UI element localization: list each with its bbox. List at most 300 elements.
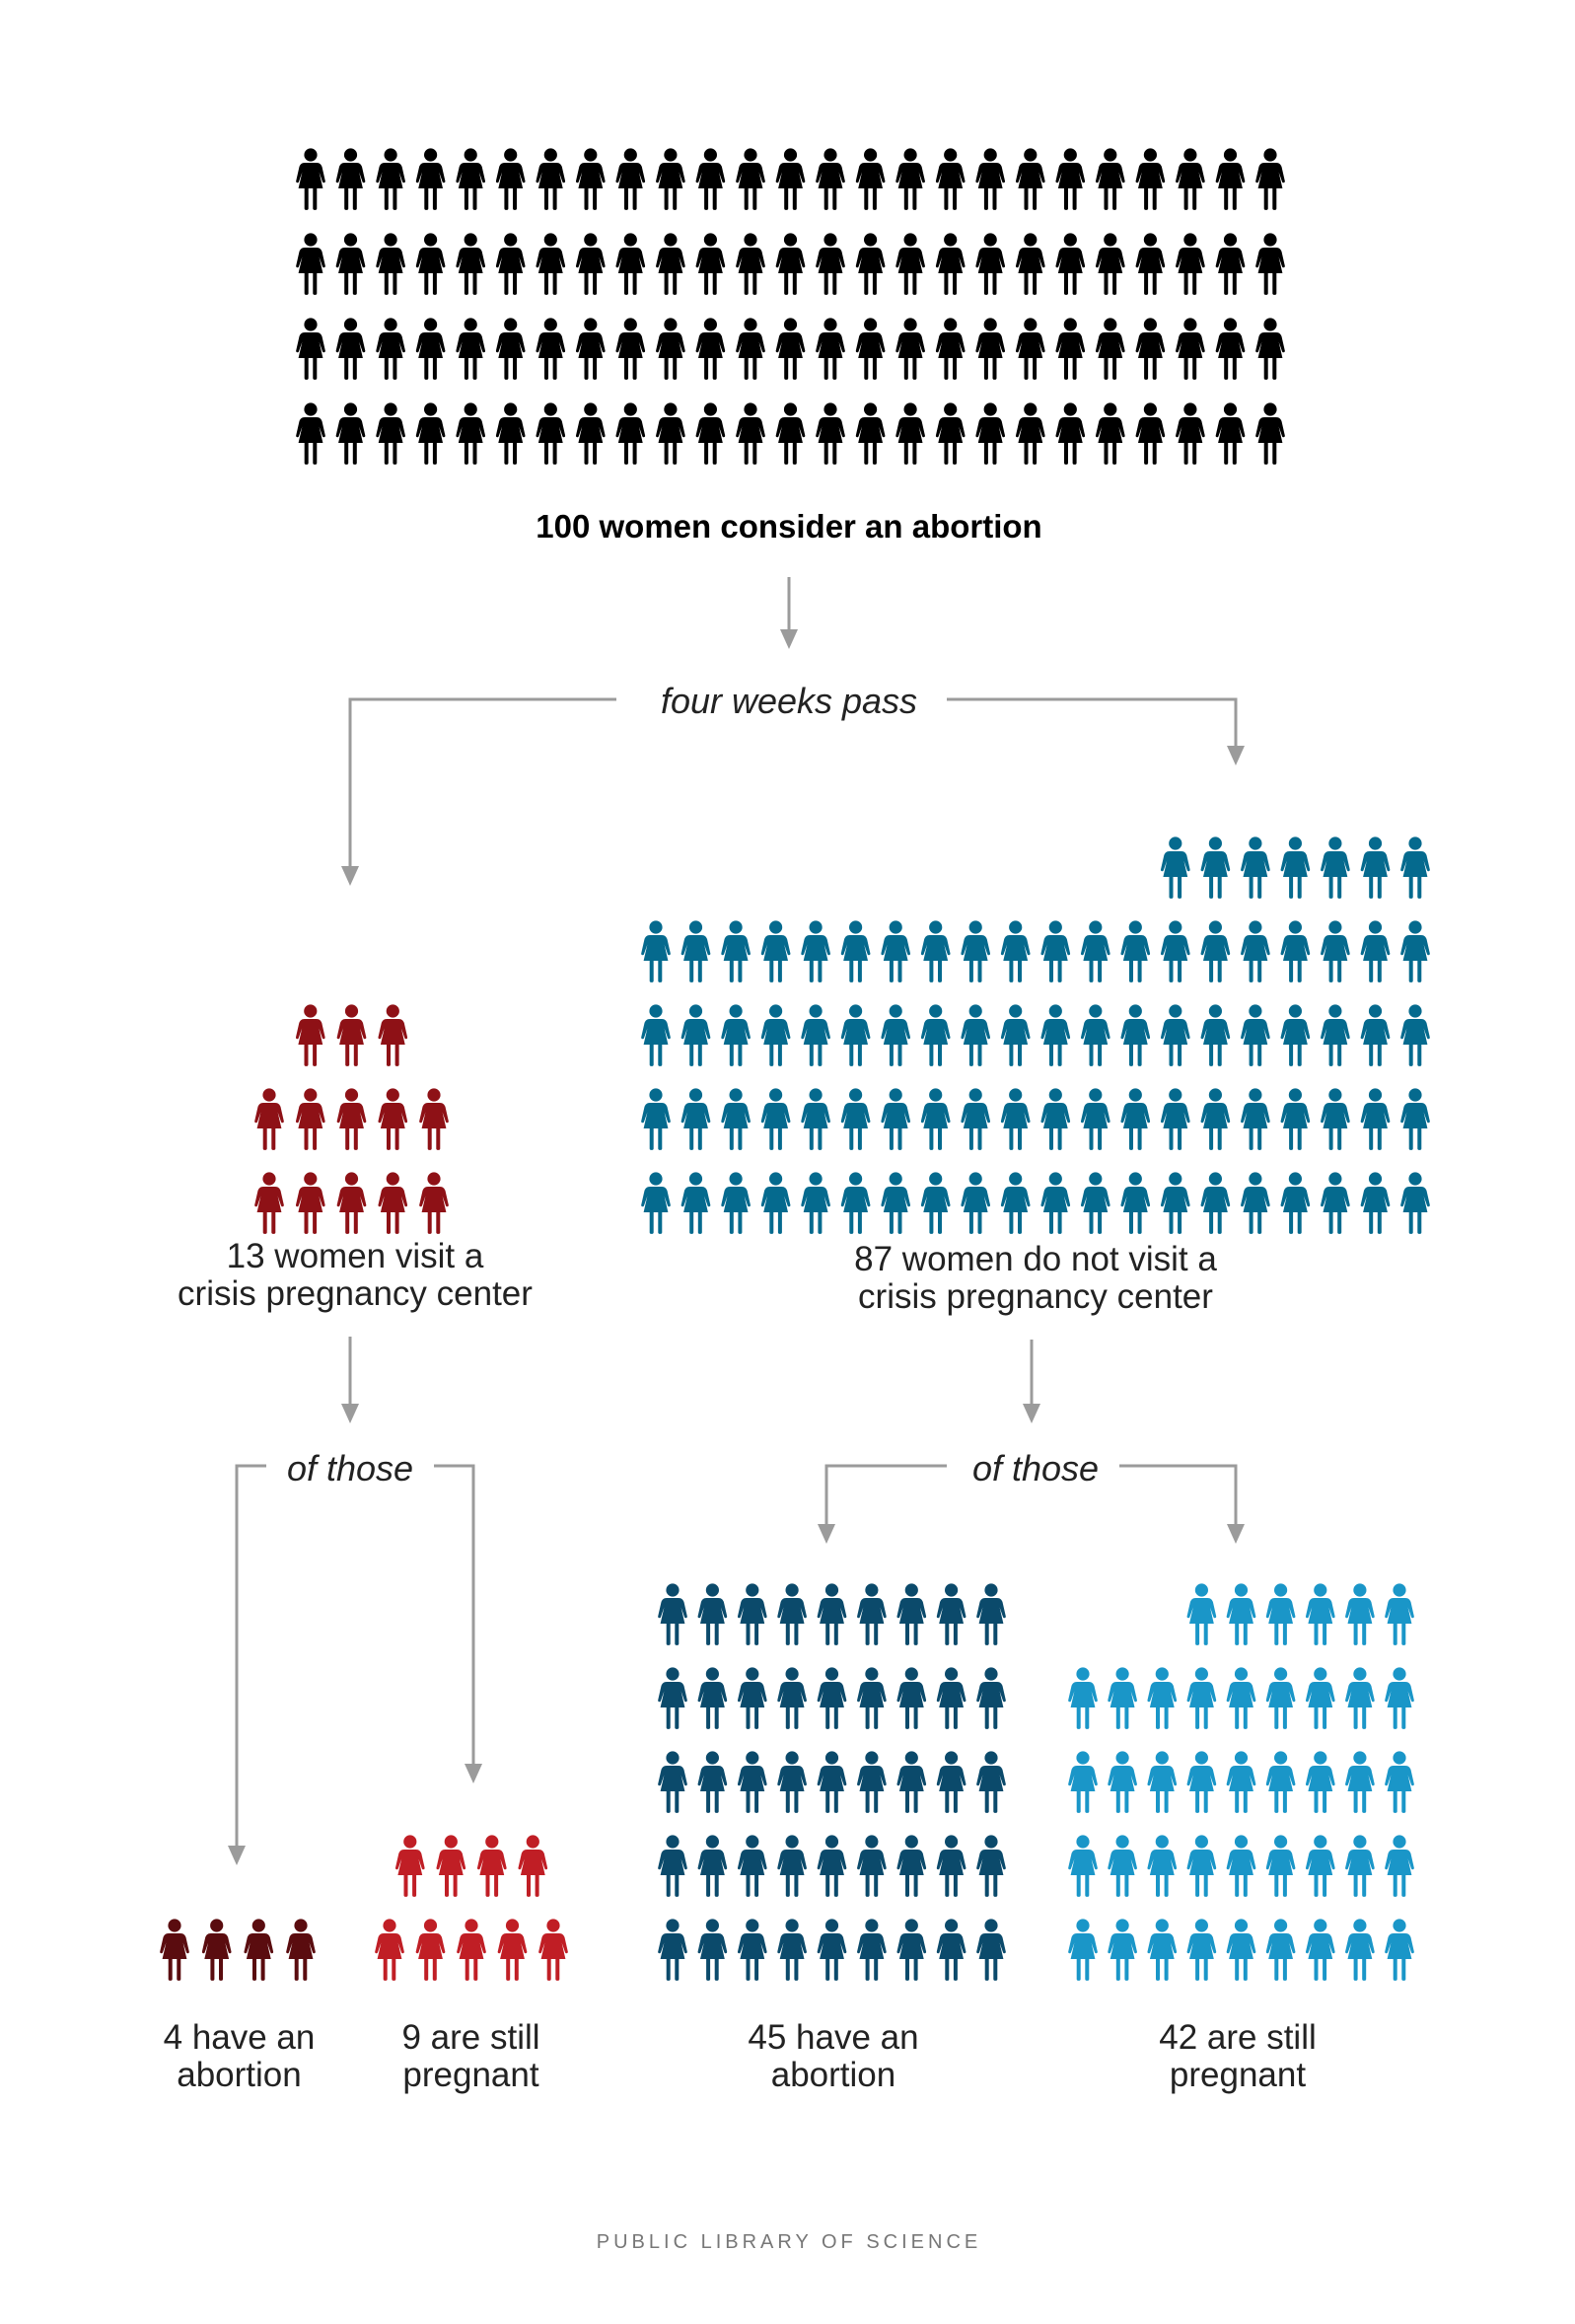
woman-icon [841,1088,871,1150]
woman-icon [254,1088,284,1150]
arrow-to-visit-head [341,866,359,886]
woman-icon [536,402,565,465]
woman-icon [1266,1919,1296,1981]
no-visit-abortion-label-line2: abortion [770,2056,896,2094]
woman-icon [1161,1088,1190,1150]
woman-icon [1001,1172,1031,1234]
woman-icon [698,1583,728,1645]
woman-icon [857,1919,887,1981]
woman-icon [1345,1751,1375,1813]
woman-icon [738,1919,767,1981]
arrow-to-no-visit-head [1227,746,1245,765]
woman-icon [296,148,325,210]
woman-icon [961,1004,990,1066]
woman-icon [1255,233,1285,295]
woman-icon [881,1004,910,1066]
woman-icon [656,233,685,295]
woman-icon [1096,148,1125,210]
woman-icon [896,1667,926,1729]
total-label: 100 women consider an abortion [536,508,1042,545]
woman-icon [856,318,886,380]
woman-icon [336,148,366,210]
woman-icon [416,1919,446,1981]
woman-icon [1068,1835,1098,1897]
woman-icon [1040,1172,1070,1234]
no-visit-pregnant-pictogram [1068,1583,1414,1981]
woman-icon [336,233,366,295]
woman-icon [896,1583,926,1645]
woman-icon [1081,1172,1110,1234]
woman-icon [1120,1172,1150,1234]
woman-icon [1306,1583,1335,1645]
woman-icon [777,1583,807,1645]
arrow-total-down-head [780,629,798,649]
woman-icon [615,233,645,295]
woman-icon [1040,920,1070,982]
woman-icon [1241,1088,1270,1150]
woman-icon [1281,1088,1311,1150]
woman-icon [761,920,791,982]
woman-icon [1241,920,1270,982]
woman-icon [456,148,485,210]
woman-icon [1016,148,1045,210]
arrow-to-no-visit-abortion-line [826,1466,947,1526]
woman-icon [1266,1667,1296,1729]
woman-icon [881,1172,910,1234]
woman-icon [641,920,671,982]
woman-icon [1216,148,1246,210]
woman-icon [378,1004,407,1066]
arrow-to-visit-abortion-head [228,1846,246,1865]
no-visit-abortion-label-line1: 45 have an [748,2018,919,2057]
woman-icon [536,148,565,210]
woman-icon [296,1004,325,1066]
woman-icon [1176,148,1205,210]
woman-icon [801,1172,830,1234]
woman-icon [1361,1088,1391,1150]
woman-icon [816,402,845,465]
woman-icon [895,233,925,295]
woman-icon [698,1751,728,1813]
woman-icon [576,402,606,465]
woman-icon [1216,318,1246,380]
woman-icon [936,318,966,380]
woman-icon [1147,1835,1177,1897]
woman-icon [496,318,526,380]
woman-icon [1187,1835,1217,1897]
woman-icon [1255,148,1285,210]
woman-icon [656,148,685,210]
woman-icon [975,233,1005,295]
woman-icon [776,318,806,380]
woman-icon [337,1088,367,1150]
woman-icon [1201,836,1231,899]
woman-icon [1001,1088,1031,1150]
woman-icon [615,148,645,210]
woman-icon [656,318,685,380]
woman-icon [496,233,526,295]
woman-icon [641,1004,671,1066]
visit-pregnant-label-line1: 9 are still [401,2018,540,2057]
woman-icon [1016,402,1045,465]
visit-label-line2: crisis pregnancy center [178,1274,533,1313]
woman-icon [736,402,765,465]
no-visit-label [799,1241,1272,1316]
woman-icon [738,1751,767,1813]
woman-icon [337,1172,367,1234]
woman-icon [1385,1751,1414,1813]
woman-icon [658,1583,687,1645]
woman-icon [576,148,606,210]
woman-icon [1147,1751,1177,1813]
woman-icon [841,1004,871,1066]
of-those-right: of those [952,1448,1119,1489]
woman-icon [1040,1004,1070,1066]
woman-icon [1281,920,1311,982]
woman-icon [395,1835,425,1897]
woman-icon [477,1835,507,1897]
woman-icon [696,233,726,295]
woman-icon [1400,836,1430,899]
woman-icon [1241,1172,1270,1234]
woman-icon [378,1172,407,1234]
woman-icon [1016,233,1045,295]
woman-icon [736,148,765,210]
woman-icon [1136,318,1166,380]
woman-icon [1266,1835,1296,1897]
woman-icon [721,1004,751,1066]
woman-icon [376,402,405,465]
woman-icon [1001,920,1031,982]
arrow-to-no-visit-pregnant-head [1227,1524,1245,1544]
woman-icon [1241,836,1270,899]
woman-icon [1281,1004,1311,1066]
woman-icon [641,1172,671,1234]
visit-label-line1: 13 women visit a [226,1237,484,1275]
woman-icon [1161,920,1190,982]
woman-icon [921,1088,951,1150]
woman-icon [841,920,871,982]
woman-icon [856,233,886,295]
woman-icon [856,402,886,465]
woman-icon [896,1835,926,1897]
arrow-to-visit-pregnant-head [465,1764,482,1783]
woman-icon [1400,1172,1430,1234]
visit-abortion-label-line2: abortion [177,2056,302,2094]
woman-icon [1201,1088,1231,1150]
woman-icon [254,1172,284,1234]
visit-label [148,1238,562,1313]
woman-icon [1147,1919,1177,1981]
woman-icon [1108,1919,1137,1981]
woman-icon [1385,1835,1414,1897]
woman-icon [1321,1172,1350,1234]
woman-icon [777,1751,807,1813]
woman-icon [937,1667,966,1729]
woman-icon [658,1835,687,1897]
woman-icon [976,1919,1006,1981]
woman-icon [416,148,446,210]
woman-icon [1361,836,1391,899]
woman-icon [1096,233,1125,295]
woman-icon [681,920,711,982]
no-visit-abortion-pictogram [658,1583,1006,1981]
woman-icon [976,1835,1006,1897]
visit-pregnant-label [350,2019,592,2094]
woman-icon [416,233,446,295]
woman-icon [1321,836,1350,899]
woman-icon [337,1004,367,1066]
woman-icon [296,1088,325,1150]
woman-icon [658,1751,687,1813]
woman-icon [456,233,485,295]
woman-icon [1176,318,1205,380]
arrow-no-visit-down-head [1023,1404,1040,1423]
visit-pregnant-pictogram [375,1835,568,1981]
woman-icon [1081,920,1110,982]
woman-icon [895,148,925,210]
woman-icon [698,1667,728,1729]
woman-icon [1321,1088,1350,1150]
woman-icon [1361,920,1391,982]
footer-credit: PUBLIC LIBRARY OF SCIENCE [596,2231,982,2253]
woman-icon [777,1835,807,1897]
woman-icon [976,1583,1006,1645]
woman-icon [761,1088,791,1150]
woman-icon [721,1088,751,1150]
woman-icon [816,233,845,295]
woman-icon [1266,1751,1296,1813]
woman-icon [1096,402,1125,465]
woman-icon [1187,1667,1217,1729]
woman-icon [1385,1583,1414,1645]
woman-icon [777,1919,807,1981]
woman-icon [1227,1751,1256,1813]
woman-icon [937,1919,966,1981]
woman-icon [816,148,845,210]
arrow-to-no-visit-pregnant-line [1112,1466,1236,1526]
woman-icon [658,1667,687,1729]
woman-icon [1055,318,1085,380]
woman-icon [1081,1004,1110,1066]
woman-icon [456,318,485,380]
woman-icon [1306,1751,1335,1813]
no-visit-label-line1: 87 women do not visit a [854,1240,1217,1278]
woman-icon [1400,1088,1430,1150]
visit-abortion-label [118,2019,360,2094]
woman-icon [896,1751,926,1813]
woman-icon [1400,920,1430,982]
woman-icon [736,318,765,380]
woman-icon [1306,1667,1335,1729]
woman-icon [1176,402,1205,465]
woman-icon [296,233,325,295]
woman-icon [816,318,845,380]
woman-icon [1201,1004,1231,1066]
woman-icon [1161,1004,1190,1066]
woman-icon [1136,233,1166,295]
woman-icon [921,1004,951,1066]
woman-icon [576,318,606,380]
woman-icon [1161,836,1190,899]
woman-icon [1385,1667,1414,1729]
woman-icon [818,1835,847,1897]
woman-icon [419,1088,449,1150]
woman-icon [818,1583,847,1645]
woman-icon [160,1919,189,1981]
arrow-to-no-visit-abortion-head [818,1524,835,1544]
woman-icon [961,920,990,982]
woman-icon [286,1919,316,1981]
woman-icon [1187,1583,1217,1645]
woman-icon [296,402,325,465]
step-four-weeks-pass: four weeks pass [646,681,932,722]
woman-icon [1345,1919,1375,1981]
woman-icon [457,1919,486,1981]
woman-icon [1108,1667,1137,1729]
woman-icon [1255,318,1285,380]
total-pictogram [296,148,1285,465]
woman-icon [1055,402,1085,465]
woman-icon [1120,1004,1150,1066]
woman-icon [1361,1004,1391,1066]
woman-icon [496,148,526,210]
woman-icon [1108,1835,1137,1897]
no-visit-pregnant-label-line2: pregnant [1169,2056,1307,2094]
woman-icon [1227,1583,1256,1645]
woman-icon [961,1088,990,1150]
woman-icon [921,920,951,982]
woman-icon [1227,1919,1256,1981]
of-those-left: of those [266,1448,434,1489]
woman-icon [378,1088,407,1150]
woman-icon [818,1919,847,1981]
woman-icon [1227,1835,1256,1897]
woman-icon [1361,1172,1391,1234]
woman-icon [738,1835,767,1897]
woman-icon [937,1751,966,1813]
woman-icon [681,1172,711,1234]
woman-icon [641,1088,671,1150]
arrow-to-visit-line [350,699,616,868]
woman-icon [738,1583,767,1645]
woman-icon [1147,1667,1177,1729]
woman-icon [961,1172,990,1234]
woman-icon [615,402,645,465]
woman-icon [857,1751,887,1813]
woman-icon [1281,1172,1311,1234]
woman-icon [1120,1088,1150,1150]
woman-icon [681,1088,711,1150]
woman-icon [296,318,325,380]
woman-icon [761,1172,791,1234]
woman-icon [1096,318,1125,380]
woman-icon [818,1667,847,1729]
woman-icon [696,148,726,210]
woman-icon [936,148,966,210]
woman-icon [936,233,966,295]
woman-icon [518,1835,547,1897]
woman-icon [698,1919,728,1981]
woman-icon [1016,318,1045,380]
woman-icon [536,233,565,295]
woman-icon [696,318,726,380]
woman-icon [375,1919,404,1981]
woman-icon [244,1919,273,1981]
woman-icon [496,402,526,465]
woman-icon [658,1919,687,1981]
woman-icon [336,402,366,465]
woman-icon [895,318,925,380]
woman-icon [881,1088,910,1150]
woman-icon [1345,1583,1375,1645]
woman-icon [1216,402,1246,465]
woman-icon [1266,1583,1296,1645]
woman-icon [818,1751,847,1813]
woman-icon [1321,1004,1350,1066]
woman-icon [841,1172,871,1234]
no-visit-pregnant-label [1114,2019,1361,2094]
woman-icon [1187,1751,1217,1813]
no-visit-label-line2: crisis pregnancy center [858,1277,1213,1316]
woman-icon [656,402,685,465]
woman-icon [1055,148,1085,210]
woman-icon [937,1835,966,1897]
woman-icon [1345,1835,1375,1897]
woman-icon [801,1004,830,1066]
woman-icon [1306,1919,1335,1981]
woman-icon [976,1667,1006,1729]
woman-icon [1385,1919,1414,1981]
woman-icon [1306,1835,1335,1897]
no-visit-pictogram [641,836,1430,1234]
woman-icon [857,1835,887,1897]
woman-icon [1400,1004,1430,1066]
woman-icon [1136,148,1166,210]
woman-icon [202,1919,232,1981]
woman-icon [1120,920,1150,982]
woman-icon [296,1172,325,1234]
woman-icon [336,318,366,380]
woman-icon [975,148,1005,210]
woman-icon [1227,1667,1256,1729]
woman-icon [776,233,806,295]
visit-abortion-label-line1: 4 have an [163,2018,316,2057]
woman-icon [436,1835,465,1897]
woman-icon [975,318,1005,380]
woman-icon [538,1919,568,1981]
woman-icon [681,1004,711,1066]
woman-icon [976,1751,1006,1813]
woman-icon [777,1667,807,1729]
woman-icon [921,1172,951,1234]
arrow-to-no-visit-line [947,699,1236,748]
woman-icon [801,1088,830,1150]
woman-icon [881,920,910,982]
woman-icon [416,318,446,380]
woman-icon [698,1835,728,1897]
no-visit-abortion-label [710,2019,957,2094]
woman-icon [975,402,1005,465]
woman-icon [761,1004,791,1066]
woman-icon [856,148,886,210]
woman-icon [1068,1667,1098,1729]
woman-icon [1068,1919,1098,1981]
woman-icon [1176,233,1205,295]
woman-icon [376,233,405,295]
woman-icon [738,1667,767,1729]
woman-icon [1040,1088,1070,1150]
